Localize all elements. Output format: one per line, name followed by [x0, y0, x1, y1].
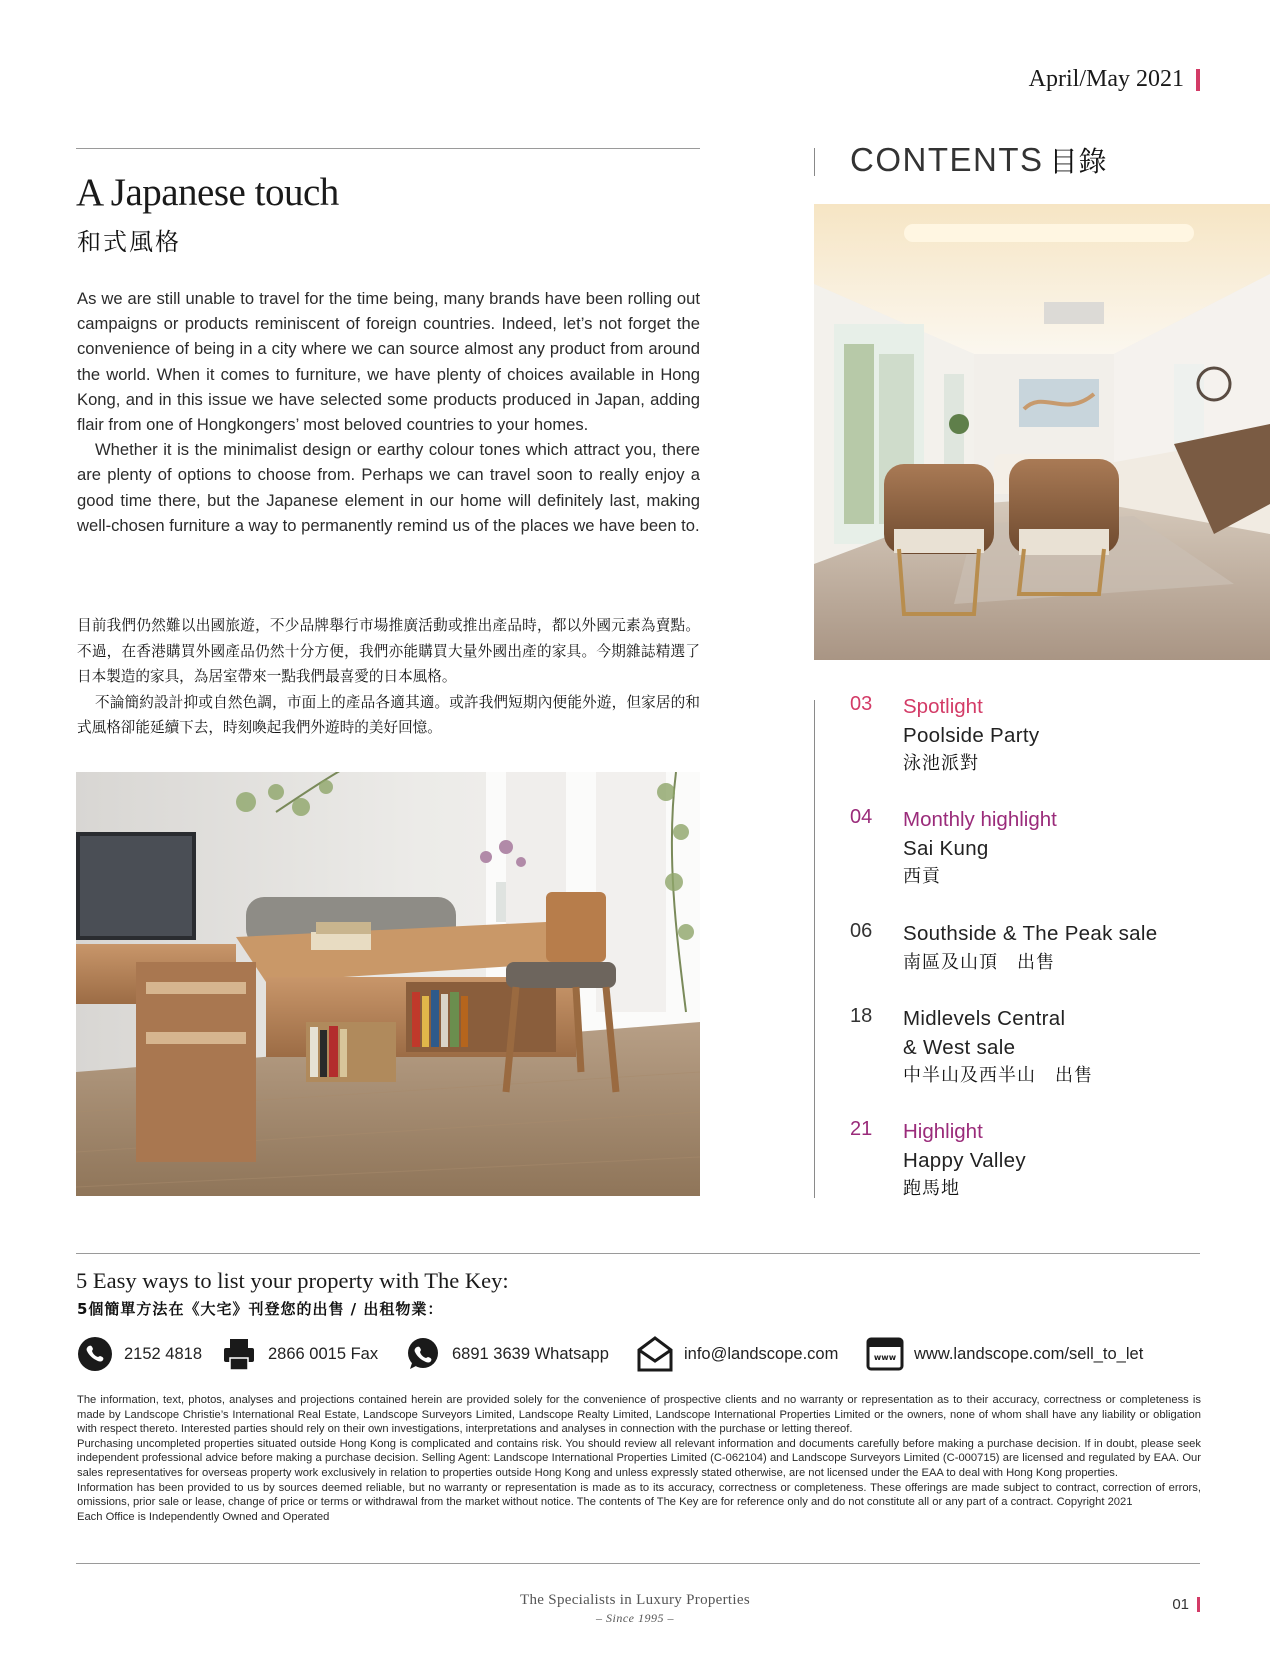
paragraph-zh: 不論簡約設計抑或自然色調，市面上的產品各適其適。或許我們短期內便能外遊，但家居的和式風格卻能延續下去，時刻喚起我們外遊時的美好回憶。	[77, 693, 700, 736]
toc-title: Poolside Party	[903, 723, 1040, 747]
contents-heading-en: CONTENTS	[850, 141, 1044, 178]
fax-icon	[220, 1335, 258, 1373]
article-title-zh: 和式風格	[77, 228, 181, 256]
contact-email[interactable]	[636, 1334, 838, 1374]
toc-page-number: 18	[850, 1005, 873, 1027]
divider	[76, 1563, 1200, 1564]
footer	[0, 1592, 1270, 1626]
toc-title: Sai Kung	[903, 836, 989, 860]
toc-title-zh: 泳池派對	[903, 753, 979, 774]
toc-page-number: 21	[850, 1118, 873, 1140]
contact-label: 2152 4818	[124, 1344, 202, 1363]
toc-title-zh: 中半山及西半山 出售	[903, 1065, 1093, 1086]
contents-heading	[850, 140, 1108, 180]
toc-page-number: 04	[850, 806, 873, 828]
contact-whatsapp[interactable]	[404, 1334, 609, 1374]
toc-title: Southside & The Peak sale	[903, 922, 1158, 945]
contact-label: 6891 3639 Whatsapp	[452, 1344, 609, 1363]
disclaimer-paragraph: The information, text, photos, analyses and projections contained herein are provided solely for the convenience of prospective clients and no warranty or representation as to their accuracy, correctness or completeness is made by Landscope Christie’s International Real Estate, Landscope Surveyors Limited, Landscope Realty Limited, Landscope International Properties Limited or the owners, none of whom shall have any liability or obligation with respect thereto. Interested parties should rely on their own investigations, interpretations and analyses in connection with the purchase or letting thereof.	[77, 1394, 1201, 1436]
listing-title-zh: 5個簡單方法在《大宅》刊登您的出售 / 出租物業：	[77, 1300, 444, 1318]
paragraph: Whether it is the minimalist design or earthy colour tones which attract you, there are plenty of options to choose from. Perhaps we can travel soon to really enjoy a good time there, but the Japanese element in our home will definitely last, making well-chosen furniture a way to permanently remind us of the places we have been to.	[77, 440, 700, 535]
paragraph-zh: 目前我們仍然難以出國旅遊，不少品牌舉行市場推廣活動或推出產品時，都以外國元素為賣點。不過，在香港購買外國產品仍然十分方便，我們亦能購買大量外國出產的家具。今期雜誌精選了日本製造的家具，為居室帶來一點我們最喜愛的日本風格。	[77, 617, 700, 685]
contact-label: info@landscope.com	[684, 1344, 839, 1363]
issue-date-text: April/May 2021	[1028, 66, 1184, 92]
web-icon	[866, 1335, 904, 1373]
page-number-text: 01	[1172, 1596, 1189, 1613]
contents-heading-zh: 目錄	[1049, 145, 1108, 178]
toc-category: Monthly highlight	[903, 808, 1057, 831]
whatsapp-icon	[404, 1335, 442, 1373]
toc-title-zh: 南區及山頂 出售	[903, 951, 1055, 973]
toc-title-zh: 跑馬地	[903, 1178, 960, 1199]
divider	[76, 1253, 1200, 1254]
toc-divider	[814, 700, 815, 1198]
disclaimer	[77, 1393, 1201, 1524]
toc-title-zh: 西貢	[903, 866, 941, 887]
svg-text:www: www	[873, 1353, 897, 1362]
contact-phone[interactable]	[76, 1334, 202, 1374]
disclaimer-paragraph: Information has been provided to us by sources deemed reliable, but no warranty or representation is made as to its accuracy, correctness or completeness. These offerings are made subject to contract, correction of errors, omissions, prior sale or lease, change of price or terms or withdrawal from the market without notice. The contents of The Key are for reference only and do not constitute all or any part of a contract. Copyright 2021	[77, 1481, 1201, 1509]
contact-fax[interactable]	[220, 1334, 378, 1374]
toc-category: Highlight	[903, 1120, 983, 1143]
article-body-zh	[77, 613, 700, 741]
desk-room-photo	[76, 772, 700, 1196]
article-body-en	[77, 286, 700, 538]
accent-bar	[1197, 1597, 1200, 1612]
toc-page-number: 06	[850, 920, 873, 942]
living-room-photo	[814, 204, 1270, 660]
toc-title-line2: & West sale	[903, 1035, 1016, 1059]
contact-label: 2866 0015 Fax	[268, 1344, 379, 1363]
toc-title: Midlevels Central	[903, 1007, 1066, 1030]
toc-category: Spotlight	[903, 695, 983, 718]
footer-since: – Since 1995 –	[596, 1611, 674, 1625]
email-icon	[636, 1335, 674, 1373]
listing-title: 5 Easy ways to list your property with The Key:	[76, 1268, 509, 1293]
toc-page-number: 03	[850, 693, 873, 715]
toc-title: Happy Valley	[903, 1148, 1026, 1172]
contact-label: www.landscope.com/sell_to_let	[914, 1344, 1144, 1363]
divider	[76, 148, 700, 149]
disclaimer-paragraph: Purchasing uncompleted properties situated outside Hong Kong is complicated and contains risk. You should review all relevant information and documents carefully before making a purchase decision. If in doubt, please seek independent professional advice before making a purchase decision. Selling Agent: Landscope International Properties Limited (C-062104) and Landscope Surveyors Limited (C-000715) are licensed and regulated by EAA. Our sales representatives for overseas property work exclusively in relation to properties outside Hong Kong and unless expressly stated otherwise, are not licensed under the EAA to deal with Hong Kong properties.	[77, 1437, 1201, 1479]
accent-bar	[1196, 69, 1200, 91]
phone-icon	[76, 1335, 114, 1373]
contents-divider	[814, 148, 815, 176]
article-title: A Japanese touch	[76, 171, 339, 214]
contact-website[interactable]	[866, 1334, 1143, 1374]
issue-date	[1029, 66, 1200, 93]
disclaimer-paragraph: Each Office is Independently Owned and Operated	[77, 1510, 330, 1523]
page-number	[1172, 1596, 1200, 1613]
footer-tagline: The Specialists in Luxury Properties	[520, 1592, 750, 1608]
paragraph: As we are still unable to travel for the time being, many brands have been rolling out campaigns or products reminiscent of foreign countries. Indeed, let’s not forget the convenience of being in a city where we can source almost any product from around the world. When it comes to furniture, we have plenty of choices available in Hong Kong, and in this issue we have selected some products produced in Japan, adding flair from one of Hongkongers’ most beloved countries to your homes.	[77, 289, 700, 435]
